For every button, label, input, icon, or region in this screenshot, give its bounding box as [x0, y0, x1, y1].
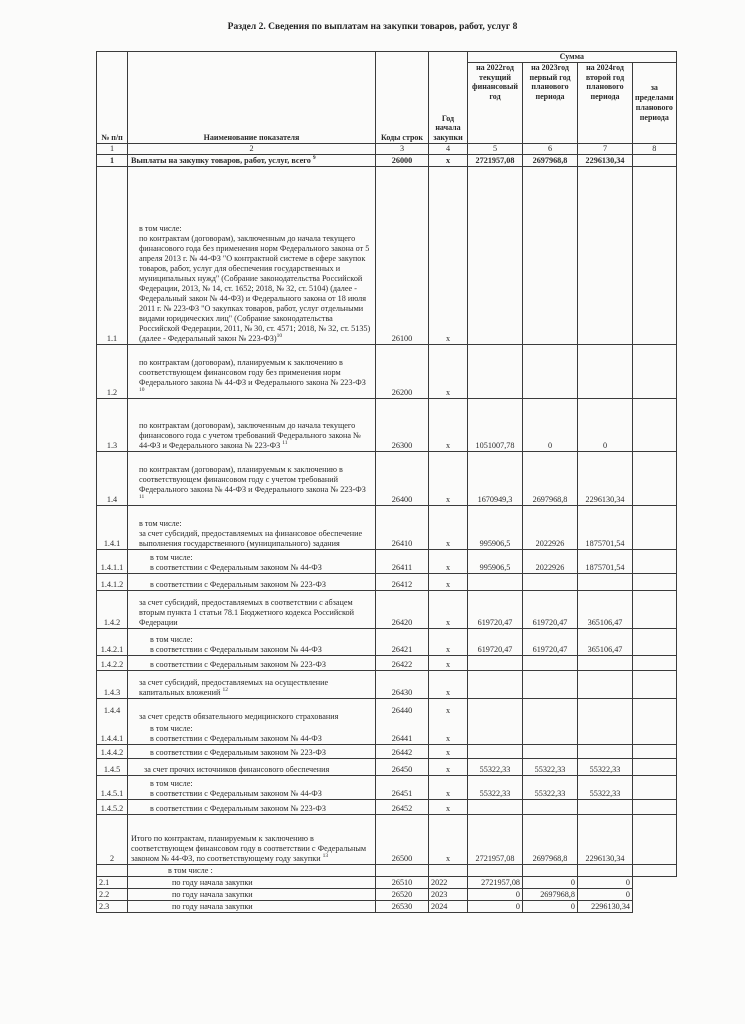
row-v8: [633, 655, 677, 670]
row-v6: [523, 698, 578, 744]
table-row: [97, 655, 677, 670]
row-year: 2022: [429, 876, 468, 888]
row-v5: [468, 698, 523, 744]
row-v7: [578, 166, 633, 344]
row-v6: 2697968,8: [523, 451, 578, 505]
row-code: 26411: [376, 549, 429, 573]
row-code: 26441: [376, 722, 429, 744]
header-col7: на 2024год второй год планового периода: [578, 62, 633, 143]
row-code: 26421: [376, 628, 429, 655]
row-year: x: [429, 154, 468, 166]
row-name: в том числе: в соответствии с Федеральным законом № 44-ФЗ: [128, 775, 376, 799]
row-year: x: [429, 628, 468, 655]
row-num: 1.4.5.1: [97, 775, 128, 799]
row-name: по году начала закупки: [128, 888, 376, 900]
row-v6: 55322,33: [523, 758, 578, 775]
row-v7: [578, 698, 633, 744]
row-num: 1.4.5: [97, 758, 128, 775]
row-v5: 55322,33: [468, 775, 523, 799]
header-code: Коды строк: [376, 52, 429, 144]
col-num-7: 7: [578, 143, 633, 154]
table-row: [97, 888, 677, 900]
row-num: 1.4.1.1: [97, 549, 128, 573]
row-v5: [468, 799, 523, 814]
row-v7: 0: [578, 398, 633, 451]
row-v6: [523, 670, 578, 698]
row-v7: [578, 573, 633, 590]
table-row: [97, 758, 677, 775]
row-v8: [633, 814, 677, 864]
col-num-6: 6: [523, 143, 578, 154]
row-year: x: [429, 698, 468, 722]
header-year: Год начала закупки: [429, 52, 468, 144]
row-year: x: [429, 744, 468, 758]
row-code: 26430: [376, 670, 429, 698]
row-name: в том числе: по контрактам (договорам), заключенным до начала текущего финансового года без применения норм Федерального закона от 5 апреля 2013 г. № 44-ФЗ "О контрактной системе в сфере закупок товаров, работ, услуг для обеспечения государственных и муниципальных нужд" (Собрание законодательства Российской Федерации, 2013, № 14, ст. 1652; 2018, № 32, ст. 5104) (далее - Федеральный закон № 44-ФЗ) и Федерального закона от 18 июля 2011 г. № 223-ФЗ "О закупках товаров, работ, услуг отдельными видами юридических лиц" (Собрание законодательства Российской Федерации, 2011, № 30, ст. 4571; 2018, № 32, ст. 5135) (далее - Федеральный закон № 223-ФЗ)$^{10}$: [128, 166, 376, 344]
row-v5: 995906,5: [468, 549, 523, 573]
row-v6: 0: [523, 876, 578, 888]
row-v6: 2022926: [523, 549, 578, 573]
row-code: 26451: [376, 775, 429, 799]
col-num-2: 2: [128, 143, 376, 154]
row-v5: 1670949,3: [468, 451, 523, 505]
row-code: 26000: [376, 154, 429, 166]
row-year: x: [429, 549, 468, 573]
row-v8-empty: [633, 900, 677, 912]
row-v7: [578, 670, 633, 698]
row-v5: 2721957,08: [468, 814, 523, 864]
row-v5: 55322,33: [468, 758, 523, 775]
row-year: 2023: [429, 888, 468, 900]
row-v6: [523, 166, 578, 344]
row-v8: [633, 573, 677, 590]
row-v6: 619720,47: [523, 628, 578, 655]
row-v7: 2296130,34: [578, 900, 633, 912]
row-code: 26450: [376, 758, 429, 775]
row-name: по контрактам (договорам), заключенным до начала текущего финансового года с учетом требований Федерального закона № 44-ФЗ и Федерального закона № 223-ФЗ $^{11}$: [128, 398, 376, 451]
row-v6: 2697968,8: [523, 154, 578, 166]
row-v6: [523, 573, 578, 590]
row-code: 26422: [376, 655, 429, 670]
header-col8: за пределами планового периода: [633, 62, 677, 143]
table-row: [97, 573, 677, 590]
row-name: в соответствии с Федеральным законом № 223-ФЗ: [128, 744, 376, 758]
row-v8: [633, 505, 677, 549]
row-year: x: [429, 758, 468, 775]
row-num: 1.2: [97, 344, 128, 398]
row-v8: [633, 799, 677, 814]
col-num-8: 8: [633, 143, 677, 154]
row-num: 1.4.1: [97, 505, 128, 549]
row-num: 1.1: [97, 166, 128, 344]
row-v7: 0: [578, 888, 633, 900]
row-v7: 55322,33: [578, 775, 633, 799]
row-num: 2.2: [97, 888, 128, 900]
row-code: 26410: [376, 505, 429, 549]
row-v6: 619720,47: [523, 590, 578, 628]
row-v5: [468, 166, 523, 344]
row-v8: [633, 549, 677, 573]
row-year: x: [429, 722, 468, 744]
row-v5: 2721957,08: [468, 876, 523, 888]
row-year: x: [429, 590, 468, 628]
row-code: 26420: [376, 590, 429, 628]
row-v6: 2022926: [523, 505, 578, 549]
tail-sub-label: в том числе :: [128, 864, 376, 876]
row-num: 2.3: [97, 900, 128, 912]
row-code: 26520: [376, 888, 429, 900]
row-v5: 619720,47: [468, 628, 523, 655]
row-name: Выплаты на закупку товаров, работ, услуг, всего $^9$: [128, 154, 376, 166]
row-v5: [468, 573, 523, 590]
tail-v6-empty: [523, 864, 578, 876]
row-v7: [578, 744, 633, 758]
row-v6: 0: [523, 900, 578, 912]
table-row: [97, 451, 677, 505]
row-name: в том числе: в соответствии с Федеральным законом № 44-ФЗ: [128, 549, 376, 573]
table-row: [97, 814, 677, 864]
row-v7: 365106,47: [578, 628, 633, 655]
row-name: по контрактам (договорам), планируемым к заключению в соответствующем финансовом году без применения норм Федерального закона № 44-ФЗ и Федерального закона № 223-ФЗ $^{10}$: [128, 344, 376, 398]
row-num: 2: [97, 814, 128, 864]
header-num: № п/п: [97, 52, 128, 144]
row-year: x: [429, 775, 468, 799]
row-name: по году начала закупки: [128, 876, 376, 888]
row-num: 1.4.5.2: [97, 799, 128, 814]
row-v6: [523, 799, 578, 814]
row-name: по году начала закупки: [128, 900, 376, 912]
row-name: за счет субсидий, предоставляемых в соответствии с абзацем вторым пункта 1 статьи 78.1 Бюджетного кодекса Российской Федерации: [128, 590, 376, 628]
row-v7: 1875701,54: [578, 549, 633, 573]
row-num: 1.4: [97, 451, 128, 505]
tail-num-empty: [97, 864, 128, 876]
row-year: x: [429, 799, 468, 814]
row-name: за счет субсидий, предоставляемых на осуществление капитальных вложений $^{12}$: [128, 670, 376, 698]
row-code: 26300: [376, 398, 429, 451]
row-num: 1.4.4.1: [97, 722, 128, 744]
tail-code-empty: [376, 864, 429, 876]
row-v7: 55322,33: [578, 758, 633, 775]
row-v8: [633, 628, 677, 655]
row-v5: 619720,47: [468, 590, 523, 628]
row-name: за счет средств обязательного медицинского страхования: [128, 698, 376, 722]
table-row: [97, 670, 677, 698]
row-v5: 995906,5: [468, 505, 523, 549]
col-num-3: 3: [376, 143, 429, 154]
tail-v8-empty: [633, 864, 677, 876]
row-code: 26442: [376, 744, 429, 758]
row-name: в том числе: за счет субсидий, предоставляемых на финансовое обеспечение выполнения государственного (муниципального) задания: [128, 505, 376, 549]
row-v7: 1875701,54: [578, 505, 633, 549]
header-name: Наименование показателя: [128, 52, 376, 144]
row-code: 26400: [376, 451, 429, 505]
row-v6: 2697968,8: [523, 814, 578, 864]
row-year: x: [429, 573, 468, 590]
row-v7: 365106,47: [578, 590, 633, 628]
row-name: в том числе: в соответствии с Федеральным законом № 44-ФЗ: [128, 722, 376, 744]
col-num-1: 1: [97, 143, 128, 154]
row-v5: [468, 744, 523, 758]
table-row: [97, 864, 677, 876]
row-num: 1.4.4: [97, 698, 128, 722]
row-year: x: [429, 398, 468, 451]
table-row: [97, 799, 677, 814]
row-v8: [633, 166, 677, 344]
row-num: 2.1: [97, 876, 128, 888]
row-v5: 2721957,08: [468, 154, 523, 166]
row-v8: [633, 590, 677, 628]
row-v6: 0: [523, 398, 578, 451]
row-v5: [468, 344, 523, 398]
row-num: 1.4.2.2: [97, 655, 128, 670]
row-num: 1.4.4.2: [97, 744, 128, 758]
row-name: в соответствии с Федеральным законом № 223-ФЗ: [128, 573, 376, 590]
table-row: [97, 398, 677, 451]
header-col5: на 2022год текущий финансовый год: [468, 62, 523, 143]
table-row: [97, 505, 677, 549]
row-v7: 2296130,34: [578, 154, 633, 166]
row-v7: [578, 344, 633, 398]
row-v7: [578, 799, 633, 814]
row-name: Итого по контрактам, планируемым к заключению в соответствующем финансовом году в соответствии с Федеральным законом № 44-ФЗ, по соответствующему году закупки $^{13}$: [128, 814, 376, 864]
table-row: [97, 590, 677, 628]
row-year: x: [429, 451, 468, 505]
row-name: в соответствии с Федеральным законом № 223-ФЗ: [128, 655, 376, 670]
row-v8-empty: [633, 888, 677, 900]
row-v8: [633, 451, 677, 505]
row-code: 26500: [376, 814, 429, 864]
row-year: x: [429, 505, 468, 549]
row-code: 26510: [376, 876, 429, 888]
row-num: 1.3: [97, 398, 128, 451]
row-v6: 2697968,8: [523, 888, 578, 900]
row-v8: [633, 344, 677, 398]
row-code: 26530: [376, 900, 429, 912]
header-sum: Сумма: [468, 52, 677, 63]
table-row: [97, 154, 677, 166]
row-name: по контрактам (договорам), планируемым к заключению в соответствующем финансовом году с учетом требований Федерального закона № 44-ФЗ и Федерального закона № 223-ФЗ $^{11}$: [128, 451, 376, 505]
col-num-4: 4: [429, 143, 468, 154]
row-v8: [633, 154, 677, 166]
row-v5: 1051007,78: [468, 398, 523, 451]
row-v8: [633, 670, 677, 698]
tail-year-empty: [429, 864, 468, 876]
row-year: x: [429, 814, 468, 864]
row-year: x: [429, 655, 468, 670]
table-row: [97, 900, 677, 912]
row-v6: 55322,33: [523, 775, 578, 799]
table-row: [97, 628, 677, 655]
tail-v5-empty: [468, 864, 523, 876]
row-v6: [523, 344, 578, 398]
row-code: 26100: [376, 166, 429, 344]
row-v6: [523, 744, 578, 758]
table-row: [97, 166, 677, 344]
row-code: 26412: [376, 573, 429, 590]
row-v8: [633, 775, 677, 799]
col-num-5: 5: [468, 143, 523, 154]
table-row: [97, 744, 677, 758]
row-num: 1.4.2: [97, 590, 128, 628]
row-v5: 0: [468, 888, 523, 900]
row-v8: [633, 744, 677, 758]
table-row: [97, 876, 677, 888]
row-v8: [633, 398, 677, 451]
row-num: 1.4.2.1: [97, 628, 128, 655]
row-num: 1: [97, 154, 128, 166]
row-v7: 2296130,34: [578, 814, 633, 864]
table-row: [97, 549, 677, 573]
header-col6: на 2023год первый год планового периода: [523, 62, 578, 143]
section-title: Раздел 2. Сведения по выплатам на закупки товаров, работ, услуг 8: [227, 22, 518, 32]
payments-table: [96, 51, 677, 913]
row-name: в том числе: в соответствии с Федеральным законом № 44-ФЗ: [128, 628, 376, 655]
row-num: 1.4.3: [97, 670, 128, 698]
table-row: [97, 775, 677, 799]
row-year: x: [429, 166, 468, 344]
row-v7: [578, 655, 633, 670]
row-code: 26440: [376, 698, 429, 722]
row-code: 26200: [376, 344, 429, 398]
table-row: [97, 698, 677, 722]
row-v7: 2296130,34: [578, 451, 633, 505]
table-row: [97, 344, 677, 398]
row-v7: 0: [578, 876, 633, 888]
row-name: в соответствии с Федеральным законом № 223-ФЗ: [128, 799, 376, 814]
row-v8: [633, 758, 677, 775]
row-code: 26452: [376, 799, 429, 814]
row-year: x: [429, 670, 468, 698]
row-v8-empty: [633, 876, 677, 888]
row-name: за счет прочих источников финансового обеспечения: [128, 758, 376, 775]
row-year: x: [429, 344, 468, 398]
tail-v7-empty: [578, 864, 633, 876]
row-num: 1.4.1.2: [97, 573, 128, 590]
row-year: 2024: [429, 900, 468, 912]
row-v5: 0: [468, 900, 523, 912]
row-v6: [523, 655, 578, 670]
row-v8: [633, 698, 677, 744]
row-v5: [468, 655, 523, 670]
row-v5: [468, 670, 523, 698]
